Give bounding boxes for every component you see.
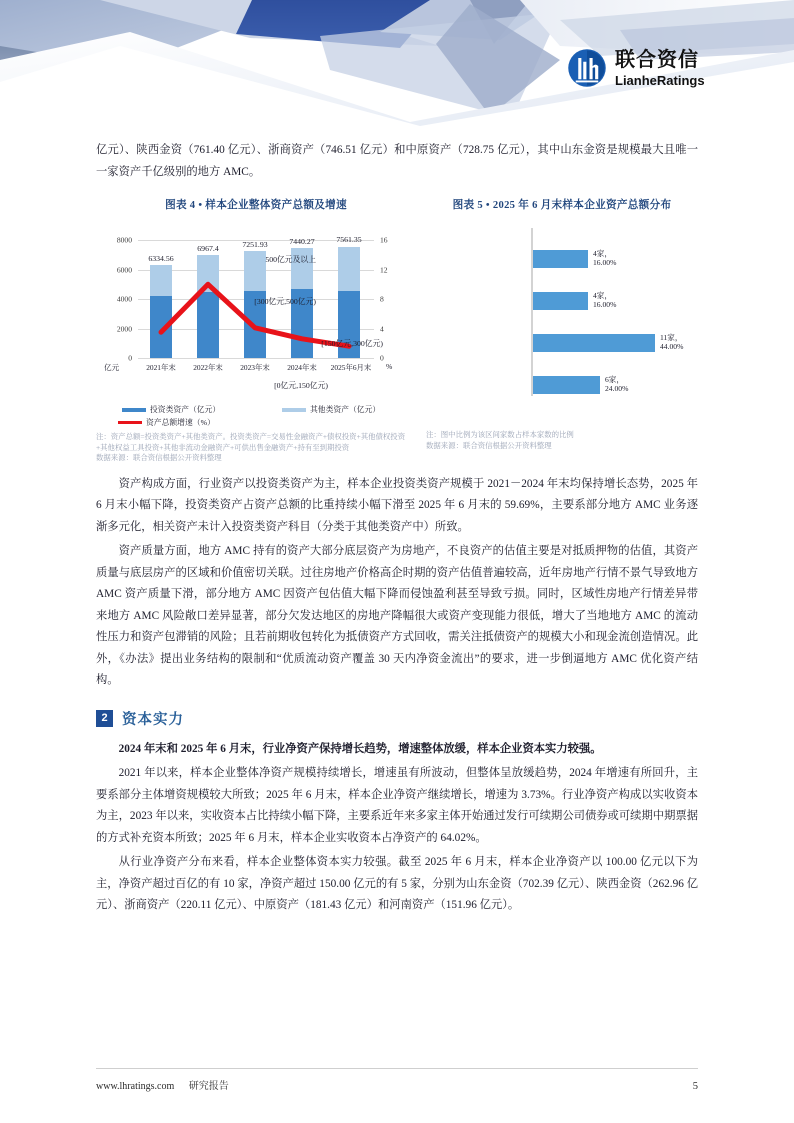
y-tick: 6000: [116, 265, 132, 274]
legend-swatch-growth-icon: [118, 421, 142, 424]
footer-row: [96, 1077, 698, 1092]
hbar: [533, 292, 588, 310]
legend-row: [96, 404, 416, 415]
hbar-pct-label: 44.00%: [660, 342, 684, 351]
hbar-category: [150亿元,300亿元): [321, 339, 383, 348]
legend-label-other: 其他类资产（亿元）: [310, 405, 381, 414]
figure-4-title: 图表 4 • 样本企业整体资产总额及增速: [165, 200, 347, 211]
paragraph-asset-composition: 资产构成方面，行业资产以投资类资产为主，样本企业投资类资产规模于 2021－2024 年末均保持增长态势，2025 年 6 月末小幅下降，投资类资产占资产总额的比重持续小幅下滑至 2025 年 6 月末的 59.69%，主要系部分地方 AMC 业务逐渐多元化，相关资产未计入投资类资产科目（分类于其他类资产中）所致。: [96, 477, 698, 533]
page-footer: [96, 1068, 698, 1092]
figure-4-note-2: 数据来源：联合资信根据公开资料整理: [96, 453, 222, 463]
figure-4-note-1: 注：资产总额=投资类资产+其他类资产。投资类资产=交易性金融资产+债权投资+其他债权投资+其他权益工具投资+其他非流动金融资产+可供出售金融资产+持有至到期投资: [96, 432, 406, 452]
logo-name-cn: 联合资信: [615, 48, 699, 71]
y-tick: 2000: [116, 324, 132, 333]
legend-swatch-other-icon: [282, 408, 306, 412]
legend-row: [96, 417, 416, 428]
hbar-category: [300亿元,500亿元): [254, 297, 316, 306]
hbar-category: [0亿元,150亿元): [274, 381, 328, 390]
legend-label-invest: 投资类资产（亿元）: [150, 405, 221, 414]
logo-text-block: [615, 50, 705, 87]
bar-value-label: 7561.35: [336, 235, 362, 244]
bar-value-label: 7440.27: [289, 237, 315, 246]
bar-value-label: 6334.56: [148, 254, 174, 263]
gridline: [138, 358, 374, 359]
hbar-row: [274, 375, 629, 394]
legend-swatch-invest-icon: [122, 408, 146, 412]
y-tick: 4000: [116, 294, 132, 304]
y2-tick: 0: [380, 353, 384, 363]
figure-4: [96, 197, 416, 464]
figure-5-note-1: 注：图中比例为该区间家数占样本家数的比例: [426, 430, 574, 439]
hbar-row: [254, 291, 617, 310]
x-axis-label: 2022年末: [193, 363, 223, 372]
legend-item-other: [282, 404, 380, 415]
legend-item-growth: [118, 417, 215, 428]
x-axis-label: 2024年末: [287, 363, 317, 372]
y2-tick: 4: [380, 324, 384, 333]
hbar-count-label: 11家，: [660, 333, 683, 342]
paragraph-top: 亿元）、陕西金资（761.40 亿元）、浙商资产（746.51 亿元）和中原资产（728.75 亿元），其中山东金资是规模最大且唯一一家资产千亿级别的地方 AMC。: [96, 144, 698, 178]
hbar-count-label: 4家，: [593, 291, 612, 300]
hbar: [533, 250, 588, 268]
y-tick: 0: [128, 353, 132, 363]
logo-name-en: LianheRatings: [615, 72, 705, 88]
paragraph-capital-1: 2021 年以来，样本企业整体净资产规模持续增长，增速虽有所波动，但整体呈放缓趋势，2024 年增速有所回升，主要系部分主体增资规模较大所致；2025 年 6 月末，样本企业净资产继续增长，增速为 3.73%。行业净资产构成以实收资本为主，2023 年以来，实收资本占比持续小幅下降，主要系近年来多家主体开始通过发行可续期公司债券或可续期中期票据的方式补充资本所致；2025 年 6 月末，样本企业实收资本占净资产的 64.02%。: [96, 767, 698, 844]
legend-item-invest: [96, 404, 282, 415]
hbar-category: 500亿元及以上: [265, 255, 316, 264]
footer-website[interactable]: www.lhratings.com: [96, 1081, 175, 1092]
x-axis-label: 2023年末: [240, 363, 270, 372]
bar-value-label: 7251.93: [242, 240, 268, 249]
footer-left-block: [96, 1077, 229, 1092]
brand-logo: [567, 48, 705, 88]
left-axis-unit: 亿元: [104, 363, 120, 372]
y2-tick: 12: [380, 265, 388, 274]
hbar: [533, 334, 655, 352]
hbar-pct-label: 24.00%: [605, 384, 629, 393]
section-number-badge: 2: [96, 710, 113, 727]
document-body: [96, 140, 698, 920]
hbar: [533, 376, 600, 394]
y2-tick: 8: [380, 294, 384, 304]
section-heading-capital: [96, 708, 698, 729]
x-axis-label: 2021年末: [146, 363, 176, 372]
x-axis-label: 2025年6月末: [330, 363, 372, 372]
figure-5-note-2: 数据来源：联合资信根据公开资料整理: [426, 440, 552, 450]
right-axis-unit: %: [386, 362, 393, 371]
figure-4-legend: [96, 404, 416, 428]
legend-label-growth: 资产总额增速（%）: [146, 418, 215, 427]
hbar-pct-label: 16.00%: [593, 258, 617, 267]
hbar-row: [265, 249, 617, 268]
bar-value-label: 6967.4: [197, 244, 219, 253]
hbar-row: [321, 333, 684, 352]
footer-doc-type: 研究报告: [188, 1081, 229, 1092]
lianhe-circle-logo-icon: [567, 48, 607, 88]
hbar-count-label: 6家，: [605, 375, 624, 384]
paragraph-asset-quality: 资产质量方面，地方 AMC 持有的资产大部分底层资产为房地产，不良资产的估值主要是对抵质押物的估值，其资产质量与底层房产的区域和价值密切关联。过往房地产价格高企时期的资产估值普遍较高，近年房地产行情不景气导致地方 AMC 资产质量下滑，部分地方 AMC 因资产包估值大幅下降而侵蚀盈利甚至导致亏损。同时，区域性房地产行情差异带来地方 AMC 风险敞口差异显著，部分欠发达地区的房地产降幅很大或资产变现能力很低，增大了当地地方 AMC 的流动性压力和资产包滞销的风险；且若前期收包转化为抵债资产方式回收，需关注抵债资产的规模大小和现金流创造情况。此外，《办法》提出业务结构的限制和“优质流动资产覆盖 30 天内净资金流出”的要求，进一步倒逼地方 AMC 优化资产结构。: [96, 545, 698, 687]
figures-row: [96, 197, 698, 464]
section-title-text: 资本实力: [122, 711, 184, 728]
paragraph-capital-lead: 2024 年末和 2025 年 6 月末，行业净资产保持增长趋势，增速整体放缓，样本企业资本实力较强。: [118, 742, 602, 755]
paragraph-capital-2: 从行业净资产分布来看，样本企业整体资本实力较强。截至 2025 年 6 月末，样本企业净资产以 100.00 亿元以下为主，净资产超过百亿的有 10 家，净资产超过 150.00 亿元的有 5 家，分别为山东金资（702.39 亿元）、陕西金资（262.96 亿元）、浙商资产（220.11 亿元）、中原资产（181.43 亿元）和河南资产（151.96 亿元）。: [96, 856, 698, 912]
hbar-count-label: 4家，: [593, 249, 612, 258]
figure-5-title: 图表 5 • 2025 年 6 月末样本企业资产总额分布: [452, 200, 672, 211]
y-tick: 8000: [116, 235, 132, 245]
footer-page-number: 5: [692, 1081, 698, 1092]
hbar-pct-label: 16.00%: [593, 300, 617, 309]
footer-divider: [96, 1068, 698, 1069]
y2-tick: 16: [380, 235, 388, 245]
